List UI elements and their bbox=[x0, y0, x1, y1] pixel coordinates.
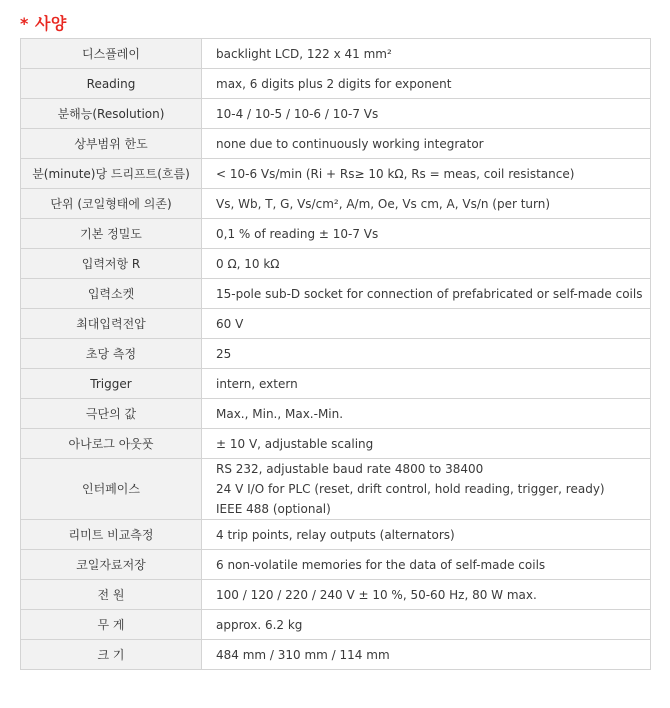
spec-row bbox=[21, 219, 651, 249]
spec-row bbox=[21, 429, 651, 459]
spec-row bbox=[21, 459, 651, 520]
spec-label: 기본 정밀도 bbox=[21, 219, 202, 249]
spec-value-line: IEEE 488 (optional) bbox=[216, 502, 331, 516]
spec-label: 무 게 bbox=[21, 610, 202, 640]
spec-label: 디스플레이 bbox=[21, 39, 202, 69]
spec-value: 15-pole sub-D socket for connection of prefabricated or self-made coils bbox=[202, 279, 651, 309]
spec-value: Max., Min., Max.-Min. bbox=[202, 399, 651, 429]
spec-row bbox=[21, 339, 651, 369]
spec-value-line: 24 V I/O for PLC (reset, drift control, hold reading, trigger, ready) bbox=[216, 482, 605, 496]
spec-label: 인터페이스 bbox=[21, 459, 202, 520]
spec-row bbox=[21, 99, 651, 129]
heading-title: 사양 bbox=[34, 14, 67, 33]
spec-row bbox=[21, 520, 651, 550]
spec-value: 484 mm / 310 mm / 114 mm bbox=[202, 640, 651, 670]
spec-row bbox=[21, 159, 651, 189]
spec-value: 25 bbox=[202, 339, 651, 369]
spec-value-line: RS 232, adjustable baud rate 4800 to 38400 bbox=[216, 462, 484, 476]
spec-value: ± 10 V, adjustable scaling bbox=[202, 429, 651, 459]
spec-table bbox=[20, 38, 651, 670]
spec-value-multiline bbox=[202, 459, 651, 520]
spec-row bbox=[21, 249, 651, 279]
spec-row bbox=[21, 640, 651, 670]
spec-row bbox=[21, 129, 651, 159]
spec-row bbox=[21, 610, 651, 640]
heading-marker: * bbox=[20, 14, 29, 33]
spec-value: 60 V bbox=[202, 309, 651, 339]
spec-label: 입력소켓 bbox=[21, 279, 202, 309]
spec-value: < 10-6 Vs/min (Ri + Rs≥ 10 kΩ, Rs = meas, coil resistance) bbox=[202, 159, 651, 189]
spec-label: 입력저항 R bbox=[21, 249, 202, 279]
spec-row bbox=[21, 550, 651, 580]
spec-label: 최대입력전압 bbox=[21, 309, 202, 339]
spec-label: 극단의 값 bbox=[21, 399, 202, 429]
spec-label: 리미트 비교측정 bbox=[21, 520, 202, 550]
spec-value: Vs, Wb, T, G, Vs/cm², A/m, Oe, Vs cm, A, Vs/n (per turn) bbox=[202, 189, 651, 219]
spec-value: backlight LCD, 122 x 41 mm² bbox=[202, 39, 651, 69]
spec-label: Reading bbox=[21, 69, 202, 99]
spec-label: 아나로그 아웃풋 bbox=[21, 429, 202, 459]
spec-row bbox=[21, 309, 651, 339]
spec-value: 100 / 120 / 220 / 240 V ± 10 %, 50-60 Hz, 80 W max. bbox=[202, 580, 651, 610]
spec-value: max, 6 digits plus 2 digits for exponent bbox=[202, 69, 651, 99]
spec-row bbox=[21, 580, 651, 610]
spec-label: 분해능(Resolution) bbox=[21, 99, 202, 129]
spec-value: 4 trip points, relay outputs (alternators) bbox=[202, 520, 651, 550]
spec-row bbox=[21, 39, 651, 69]
spec-value: intern, extern bbox=[202, 369, 651, 399]
spec-row bbox=[21, 69, 651, 99]
spec-value: 0,1 % of reading ± 10-7 Vs bbox=[202, 219, 651, 249]
spec-value: 10-4 / 10-5 / 10-6 / 10-7 Vs bbox=[202, 99, 651, 129]
spec-value: approx. 6.2 kg bbox=[202, 610, 651, 640]
spec-row bbox=[21, 189, 651, 219]
spec-label: 전 원 bbox=[21, 580, 202, 610]
spec-label: 분(minute)당 드리프트(흐름) bbox=[21, 159, 202, 189]
spec-value: 6 non-volatile memories for the data of self-made coils bbox=[202, 550, 651, 580]
spec-value: 0 Ω, 10 kΩ bbox=[202, 249, 651, 279]
spec-label: Trigger bbox=[21, 369, 202, 399]
spec-label: 상부범위 한도 bbox=[21, 129, 202, 159]
spec-label: 초당 측정 bbox=[21, 339, 202, 369]
section-heading bbox=[20, 11, 67, 34]
spec-row bbox=[21, 399, 651, 429]
spec-label: 크 기 bbox=[21, 640, 202, 670]
spec-label: 단위 (코일형태에 의존) bbox=[21, 189, 202, 219]
spec-value: none due to continuously working integrator bbox=[202, 129, 651, 159]
spec-row bbox=[21, 279, 651, 309]
spec-label: 코일자료저장 bbox=[21, 550, 202, 580]
spec-row bbox=[21, 369, 651, 399]
